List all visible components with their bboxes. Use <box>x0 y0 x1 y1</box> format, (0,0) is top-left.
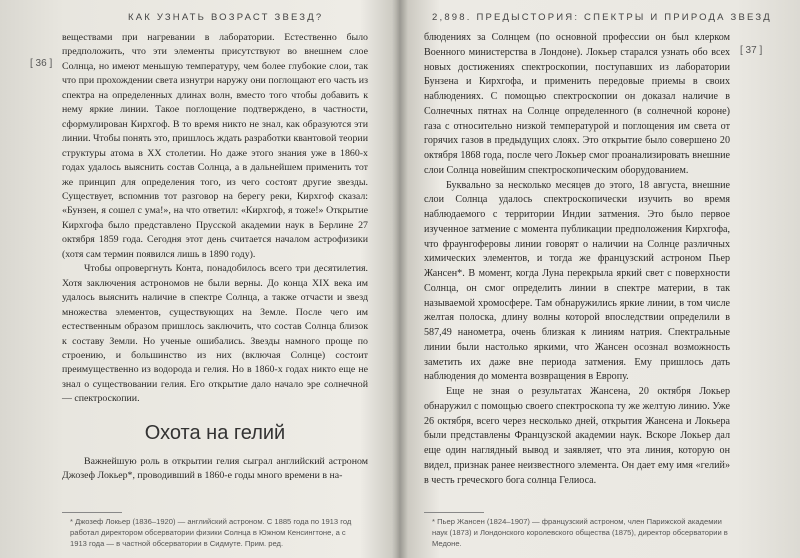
left-paragraph-2: Чтобы опровергнуть Конта, понадобилось всего три десятилетия. Хотя заключения астрономов не были верны. До конца XIX века им удалось выяснить наличие в спектре Солнца, а также отчасти и звезд множества элементов, существующих на Земле. После чего им естественным образом пришлось заключить, что состав Солнца близок к составу Земли. Но ученые ошибались. Звезды намного проще по строению, и большинство из них (включая Солнце) состоит преимущественно из водорода и гелия. Но в 1860-х годах никто еще не знал о существовании гелия. Его открытие дало начало эре солнечной — спектроскопии. <box>62 263 368 405</box>
right-page-number: [ 37 ] <box>740 45 763 56</box>
left-page-number: [ 36 ] <box>30 58 53 69</box>
left-running-head: КАК УЗНАТЬ ВОЗРАСТ ЗВЕЗД? <box>128 12 324 23</box>
right-paragraph-1: блюдениях за Солнцем (по основной профессии он был клерком Военного министерства в Лондоне). Локьер старался узнать обо всех новых достижениях спектроскопии, поступавших из лаборатории Бунзена и Кирхгофа, и применить передовые приемы в своих наблюдениях. С помощью спектроскопии он доказал наличие в Солнечных пятнах на Солнце определенного (в солнечной короне) газа с относительно низкой температурой и поглощения им света от горячих газов в предыдущих слоях. Это открытие было совершено 20 октября 1868 года, после чего Локьер смог проанализировать внешние слои Солнца новейшим спектроскопическим оборудованием. <box>424 32 730 176</box>
right-footnote-rule <box>424 512 484 513</box>
book-gutter <box>392 0 408 558</box>
right-page-body <box>424 31 730 488</box>
right-footnote: * Пьер Жансен (1824–1907) — французский астроном, член Парижской академии наук (1873) и Лондонского королевского общества (1875), директор обсерватории в Медоне. <box>432 517 728 548</box>
left-footnote: * Джозеф Локьер (1836–1920) — английский астроном. С 1885 года по 1913 год работал директором обсерватории физики Солнца в Южном Кенсингтоне, а с 1913 года — в частной обсерватории в Сидмуте. Прим. ред. <box>70 517 352 548</box>
left-paragraph-3: Важнейшую роль в открытии гелия сыграл английский астроном Джозеф Локьер*, проводивший в 1860-е годы много времени в на- <box>62 455 368 482</box>
right-running-head: 2,898. ПРЕДЫСТОРИЯ: СПЕКТРЫ И ПРИРОДА ЗВЕЗД <box>432 12 772 23</box>
left-footnote-rule <box>62 512 122 513</box>
left-page-body <box>62 31 368 484</box>
right-paragraph-3: Еще не зная о результатах Жансена, 20 октября Локьер обнаружил с помощью своего спектроскопа ту же желтую линию. Уже 26 октября, всего через несколько дней, открытия Жансена и Локьера были представлены Французской академии наук. Вскоре Локьер дал еще один наглядный вывод и заявляет, что эта линия, которую он видел, признак ранее неизвестного элемента. Он дает ему имя «гелий» в честь греческого бога солнца Гелиоса. <box>424 386 730 486</box>
left-paragraph-1: веществами при нагревании в лаборатории. Естественно было предположить, что эти элементы присутствуют во внешнем слое Солнца, но имеют меньшую температуру, чем более глубокие слои, так что при прохождении света изнутри наружу они поглощают его часть из спектра на определенных длинах волн, вместо того чтобы добавить к нему яркие линии. Такое поглощение подтверждено, в частности, сформулирован Кирхгоф. В то время никто не знал, как образуются эти линии. Чтобы понять это, пришлось ждать разработки квантовой теории структуры атома в XX столетии. Но даже этого знания уже в 1860-х годах удалось выяснить состав Солнца, а в дальнейшем применить тот же принцип для определения того, из чего состоят другие звезды. Существует, вспомнив тот разговор на берегу реки, Кирхгоф сказал: «Бунзен, я сошел с ума!», на что ответил: «Кирхгоф, я тоже!» Открытие Кирхгофа было представлено Прусской академии наук в Берлине 27 октября 1859 года. Сегодня этот день считается началом астрофизики (хотя сам термин появился лишь в 1890 году). <box>62 32 368 260</box>
section-heading: Охота на гелий <box>144 421 286 444</box>
right-paragraph-2: Буквально за несколько месяцев до этого, 18 августа, внешние слои Солнца удалось спектроскопически изучить во время наблюдаемого с территории Индии затмения. Это было первое изученное затмение с момента публикации предположения Кирхгофа, что фраунгоферовы линии говорят о наличии на Солнце различных химических элементов, и тогда же французский астроном Пьер Жансен*. В момент, когда Луна перекрыла яркий свет с поверхности Солнца, он смог определить линии в спектре материи, в так называемой хромосфере. Там обнаружились яркие линии, в том числе желтая полоска, длину волны которой впоследствии определили в 587,49 нанометра, очень близкая к линиям натрия. Спектральные линии были настолько яркими, что Жансен осознал возможность заметить их даже вне периода затмения. Ему пришлось дать наблюдения до момента возвращения в Европу. <box>424 179 730 383</box>
